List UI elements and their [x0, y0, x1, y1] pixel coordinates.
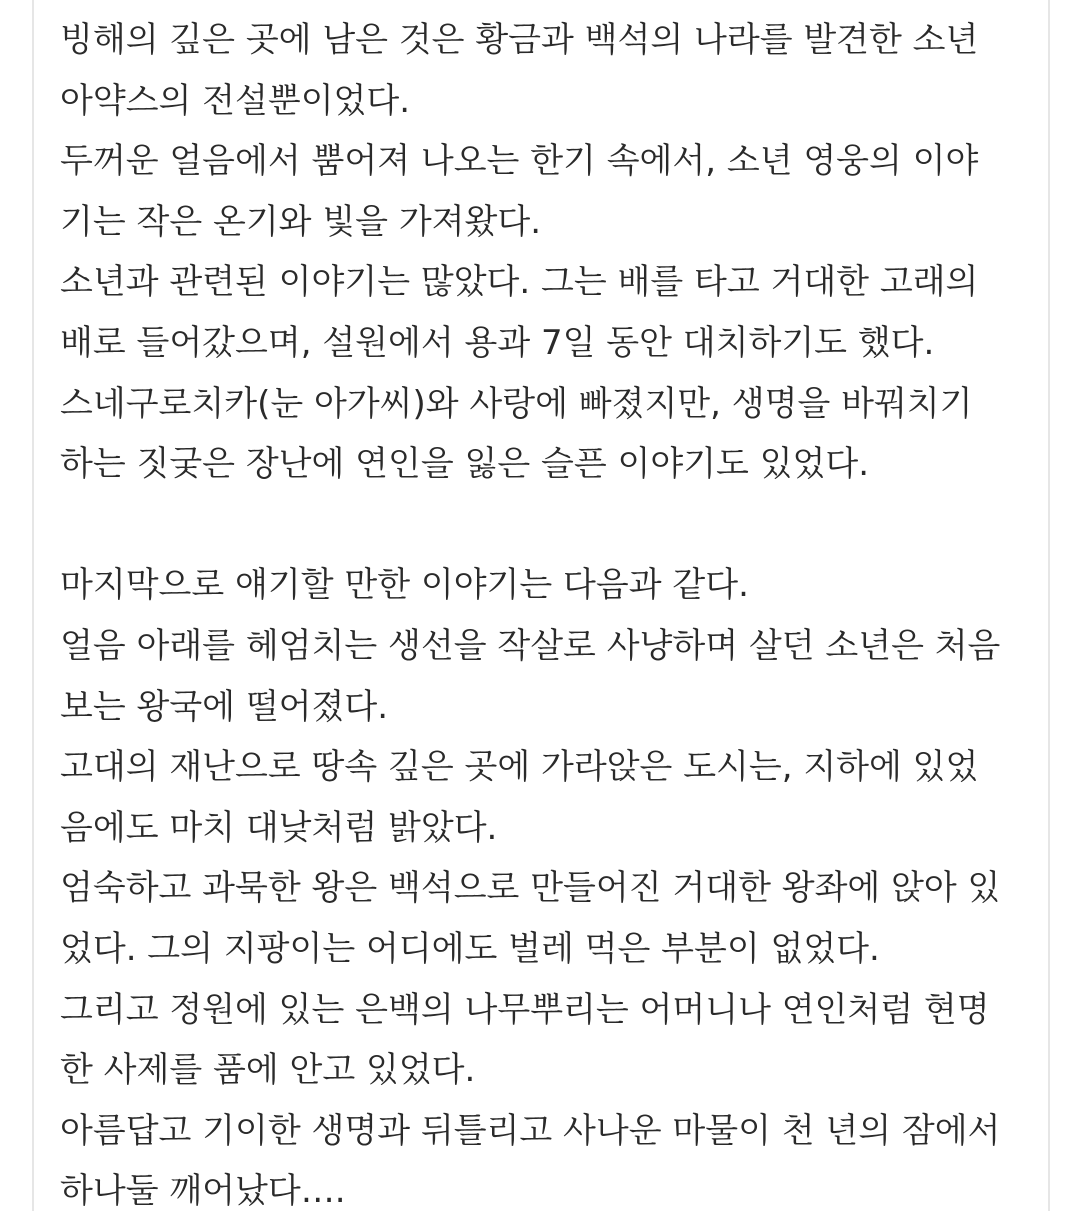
- text-line: 배로 들어갔으며, 설원에서 용과 7일 동안 대치하기도 했다.: [60, 322, 935, 363]
- text-line: 소년과 관련된 이야기는 많았다. 그는 배를 타고 거대한 고래의: [60, 262, 979, 303]
- text-line: 고대의 재난으로 땅속 깊은 곳에 가라앉은 도시는, 지하에 있었: [60, 747, 979, 788]
- right-border-line: [1048, 0, 1050, 1211]
- text-line: 보는 왕국에 떨어졌다.: [60, 686, 389, 727]
- text-line: 마지막으로 얘기할 만한 이야기는 다음과 같다.: [60, 565, 749, 606]
- text-line: 음에도 마치 대낮처럼 밝았다.: [60, 807, 498, 848]
- text-line: 한 사제를 품에 안고 있었다.: [60, 1050, 476, 1091]
- text-line: 얼음 아래를 헤엄치는 생선을 작살로 사냥하며 살던 소년은 처음: [60, 625, 1001, 666]
- article-body: [60, 10, 1040, 1222]
- text-line: 하는 짓궂은 장난에 연인을 잃은 슬픈 이야기도 있었다.: [60, 444, 870, 485]
- text-line: 스네구로치카(눈 아가씨)와 사랑에 빠졌지만, 생명을 바꿔치기: [60, 383, 973, 424]
- text-line: 었다. 그의 지팡이는 어디에도 벌레 먹은 부분이 없었다.: [60, 928, 880, 969]
- paragraph-2: [60, 555, 1040, 1222]
- left-border-line: [32, 0, 34, 1211]
- text-line: 기는 작은 온기와 빛을 가져왔다.: [60, 201, 542, 242]
- paragraph-spacer: [60, 495, 1040, 556]
- text-line: 아름답고 기이한 생명과 뒤틀리고 사나운 마물이 천 년의 잠에서: [60, 1110, 1001, 1151]
- text-line: 빙해의 깊은 곳에 남은 것은 황금과 백석의 나라를 발견한 소년: [60, 20, 979, 60]
- text-line: 두꺼운 얼음에서 뿜어져 나오는 한기 속에서, 소년 영웅의 이야: [60, 141, 979, 182]
- text-line: 엄숙하고 과묵한 왕은 백석으로 만들어진 거대한 왕좌에 앉아 있: [60, 868, 1001, 909]
- text-line: 하나둘 깨어났다….: [60, 1171, 346, 1212]
- text-line: 아약스의 전설뿐이었다.: [60, 80, 411, 121]
- text-line: 그리고 정원에 있는 은백의 나무뿌리는 어머니나 연인처럼 현명: [60, 989, 990, 1030]
- paragraph-1: [60, 10, 1040, 495]
